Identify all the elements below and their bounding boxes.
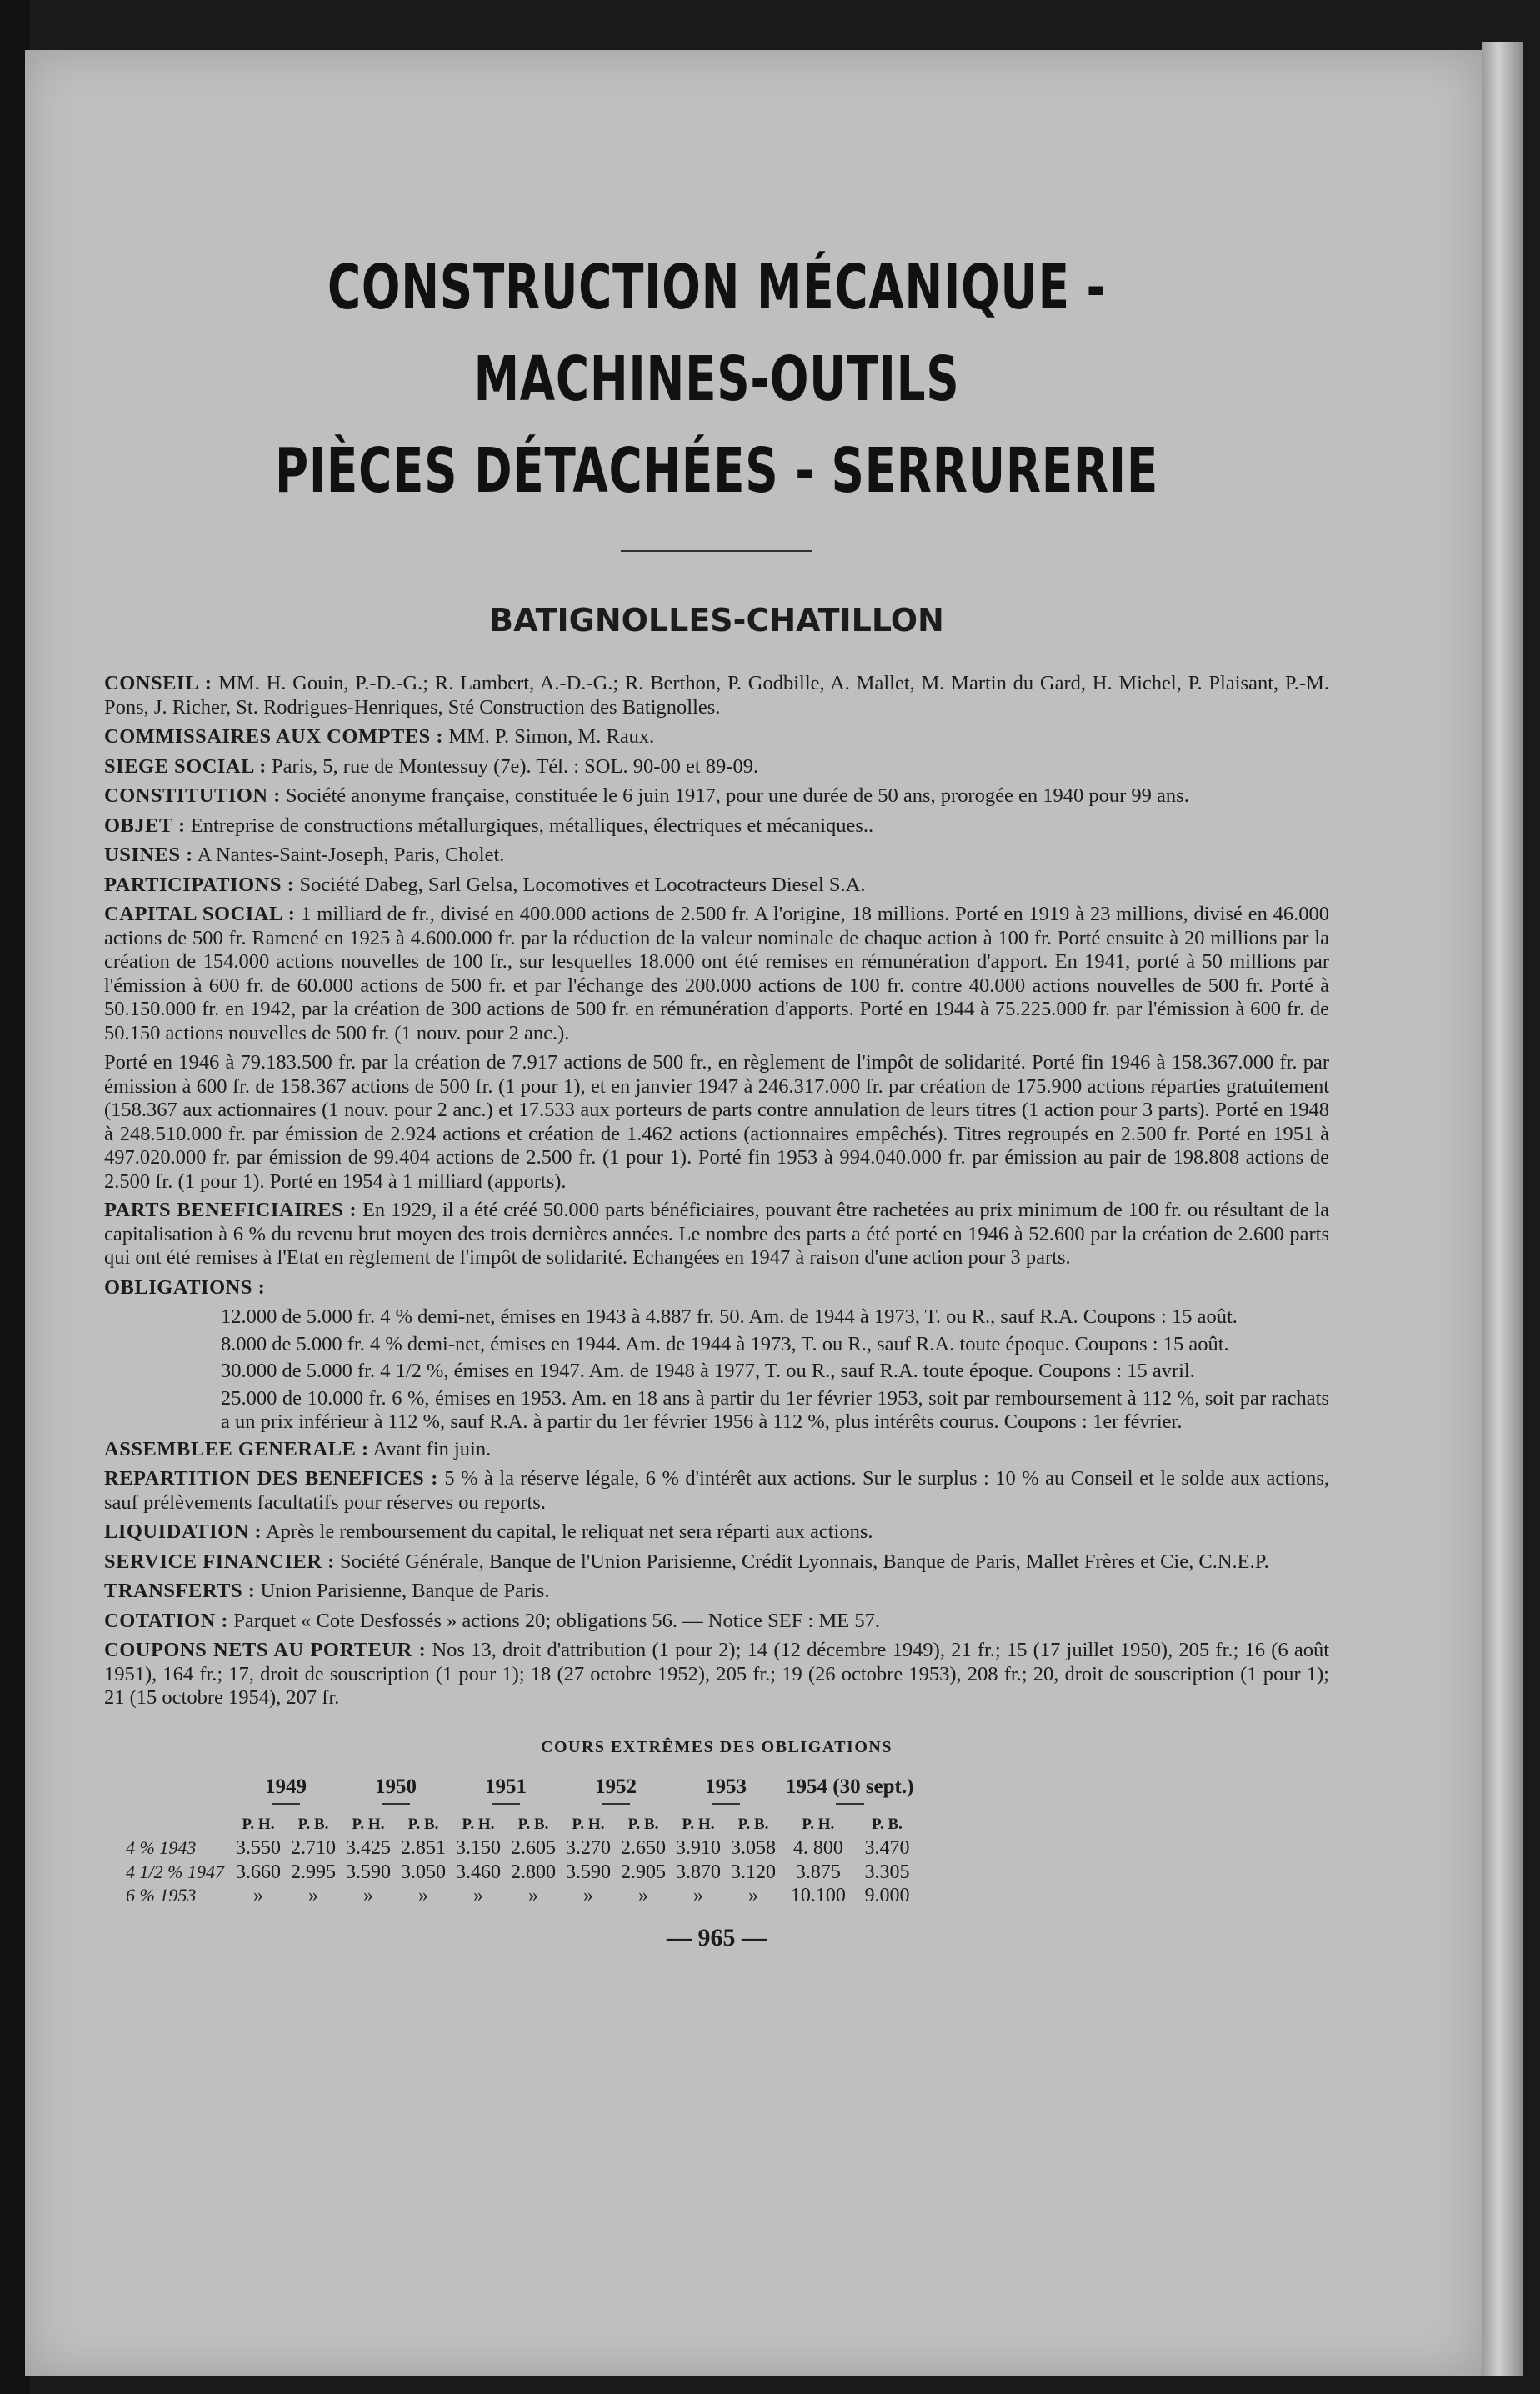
price-cell: 4. 800 bbox=[792, 1837, 843, 1859]
entry-capital: CAPITAL SOCIAL : 1 milliard de fr., divisé en 400.000 actions de 2.500 fr. A l'origine, 18 millions. Porté en 1919 à 23 millions, divisé en 46.000 actions de 500 fr. Ramené en 1925 à 4.600.000 fr. par la réduction de la valeur nominale de chaque action à 100 fr. Porté ensuite à 20 millions par la création de 154.000 actions nouvelles de 100 fr., sur lesquelles 18.000 ont été remises en rémunération d'apport. En 1941, porté à 50 millions par l'émission à 600 fr. de 60.000 actions de 500 fr. et par l'échange des 200.000 actions de 100 fr. contre 40.000 actions nouvelles de 500 fr. Porté à 50.150.000 fr. en 1942, par la création de 300 actions de 500 fr. en rémunération d'apports. Porté en 1944 à 75.225.000 fr. par l'émission à 600 fr. de 50.150 actions nouvelles de 500 fr. (1 nouv. pour 2 anc.). bbox=[104, 903, 1329, 1044]
price-cell: » bbox=[253, 1885, 263, 1906]
entry-service-financier: SERVICE FINANCIER : Société Générale, Banque de l'Union Parisienne, Crédit Lyonnais, Banque de Paris, Mallet Frères et Cie, C.N.E.P. bbox=[104, 1550, 1269, 1573]
obligation-item: 25.000 de 10.000 fr. 6 %, émises en 1953. Am. en 18 ans à partir du 1er février 1953, soit par remboursement à 112 %, soit par rachats a un prix inférieur à 112 %, sauf R.A. à partir du 1er février 1956 à 112 %, plus intérêts courus. Coupons : 1er février. bbox=[221, 1386, 1329, 1433]
year-header: 1949 bbox=[231, 1770, 341, 1805]
price-cell: 3.875 bbox=[795, 1861, 841, 1883]
year-header: 1950 bbox=[341, 1770, 451, 1805]
entry-repartition: REPARTITION DES BENEFICES : 5 % à la réserve légale, 6 % d'intérêt aux actions. Sur le surplus : 10 % au Conseil et le solde aux actions, sauf prélèvements facultatifs pour réserves ou reports. bbox=[104, 1467, 1329, 1514]
col-pb: P. B. bbox=[408, 1815, 439, 1833]
price-cell: 3.050 bbox=[401, 1861, 446, 1883]
col-pb: P. B. bbox=[628, 1815, 659, 1833]
section-title-line2: PIÈCES DÉTACHÉES - SERRURERIE bbox=[274, 435, 1159, 507]
entry-coupons: COUPONS NETS AU PORTEUR : Nos 13, droit d'attribution (1 pour 2); 14 (12 décembre 1949), 21 fr.; 15 (17 juillet 1950), 205 fr.; 16 (6 août 1951), 164 fr.; 17, droit de souscription (1 pour 1); 18 (27 octobre 1952), 205 fr.; 19 (26 octobre 1953), 208 fr.; 20, droit de souscription (1 pour 1); 21 (15 octobre 1954), 207 fr. bbox=[104, 1639, 1330, 1709]
price-cell: 2.650 bbox=[621, 1837, 666, 1859]
price-cell: » bbox=[748, 1885, 758, 1906]
year-header: 1954 (30 sept.) bbox=[781, 1770, 918, 1805]
cours-table bbox=[121, 1770, 918, 1908]
year-header: 1951 bbox=[451, 1770, 561, 1805]
price-cell: 3.590 bbox=[346, 1861, 391, 1883]
price-cell: 3.150 bbox=[456, 1837, 501, 1859]
capital-paragraph-2: Porté en 1946 à 79.183.500 fr. par la création de 7.917 actions de 500 fr., en règlement de l'impôt de solidarité. Porté fin 1946 à 158.367.000 fr. par émission à 600 fr. de 158.367 actions de 500 fr. (1 pour 1), et en janvier 1947 à 246.317.000 fr. par création de 175.900 actions réparties gratuitement (158.367 aux actionnaires (1 nouv. pour 2 anc.) et 17.533 aux porteurs de parts contre annulation de leurs titres (1 action pour 3 parts). Porté en 1948 à 248.510.000 fr. par émission de 2.924 actions et création de 1.462 actions (actionnaires empêchés). Titres regroupés en 2.500 fr. Porté en 1951 à 497.020.000 fr. par émission de 99.404 actions de 2.500 fr. (1 pour 1). Porté fin 1953 à 994.040.000 fr. par émission au pair de 198.808 actions de 2.500 fr. (1 pour 1). Porté en 1954 à 1 milliard (apports). bbox=[104, 1051, 1329, 1193]
price-cell: » bbox=[638, 1885, 648, 1906]
table-row bbox=[121, 1836, 918, 1861]
price-cell: 2.605 bbox=[511, 1837, 556, 1859]
col-ph: P. H. bbox=[682, 1815, 715, 1833]
price-cell: 3.305 bbox=[864, 1861, 910, 1883]
entry-constitution: CONSTITUTION : Société anonyme française, constituée le 6 juin 1917, pour une durée de 50 ans, prorogée en 1940 pour 99 ans. bbox=[104, 784, 1189, 807]
obligation-item: 30.000 de 5.000 fr. 4 1/2 %, émises en 1947. Am. de 1948 à 1977, T. ou R., sauf R.A. toute époque. Coupons : 15 avril. bbox=[221, 1360, 1195, 1382]
cours-table-body bbox=[121, 1836, 918, 1908]
cours-year-row bbox=[121, 1770, 918, 1805]
price-cell: » bbox=[693, 1885, 703, 1906]
entry-parts: PARTS BENEFICIAIRES : En 1929, il a été créé 50.000 parts bénéficiaires, pouvant être rachetées au prix minimum de 100 fr. ou résultant de la capitalisation à 6 % du revenu brut moyen des trois dernières années. Le nombre des parts a été porté en 1946 à 52.600 par la création de 2.600 parts qui ont été remises à l'Etat en règlement de l'impôt de solidarité. Echangées en 1947 à raison d'une action pour 3 parts. bbox=[104, 1199, 1329, 1269]
price-cell: 9.000 bbox=[864, 1885, 910, 1906]
price-cell: » bbox=[363, 1885, 373, 1906]
row-label: 4 % 1943 bbox=[126, 1837, 197, 1858]
document-page bbox=[25, 50, 1482, 2376]
row-label: 6 % 1953 bbox=[126, 1885, 197, 1906]
entry-conseil: CONSEIL : MM. H. Gouin, P.-D.-G.; R. Lambert, A.-D.-G.; R. Berthon, P. Godbille, A. Mallet, M. Martin du Gard, H. Michel, P. Plaisant, P.-M. Pons, J. Richer, St. Rodrigues-Henriques, Sté Construction des Batignolles. bbox=[104, 672, 1330, 719]
col-ph: P. H. bbox=[572, 1815, 605, 1833]
year-header: 1953 bbox=[671, 1770, 781, 1805]
page-content bbox=[104, 242, 1329, 1950]
price-cell: » bbox=[583, 1885, 593, 1906]
price-cell: 3.058 bbox=[731, 1837, 776, 1859]
col-pb: P. B. bbox=[738, 1815, 769, 1833]
entry-cotation: COTATION : Parquet « Cote Desfossés » actions 20; obligations 56. — Notice SEF : ME 57. bbox=[104, 1609, 880, 1632]
price-cell: 3.660 bbox=[236, 1861, 281, 1883]
price-cell: 3.470 bbox=[864, 1837, 910, 1859]
price-cell: 2.851 bbox=[401, 1837, 446, 1859]
entry-assemblee: ASSEMBLEE GENERALE : Avant fin juin. bbox=[104, 1437, 492, 1460]
price-cell: 3.425 bbox=[346, 1837, 391, 1859]
entry-participations: PARTICIPATIONS : Société Dabeg, Sarl Gelsa, Locomotives et Locotracteurs Diesel S.A. bbox=[104, 873, 866, 896]
price-cell: » bbox=[473, 1885, 483, 1906]
scan-right-edge bbox=[1482, 42, 1523, 2376]
entry-obligations: OBLIGATIONS : bbox=[104, 1275, 266, 1299]
price-cell: 3.120 bbox=[731, 1861, 776, 1883]
price-cell: 3.910 bbox=[676, 1837, 721, 1859]
price-cell: » bbox=[308, 1885, 318, 1906]
table-row bbox=[121, 1884, 918, 1908]
table-row bbox=[121, 1861, 918, 1885]
entry-usines: USINES : A Nantes-Saint-Joseph, Paris, Cholet. bbox=[104, 844, 505, 866]
col-pb: P. B. bbox=[872, 1815, 902, 1833]
entry-transferts: TRANSFERTS : Union Parisienne, Banque de Paris. bbox=[104, 1580, 550, 1602]
page-number: — 965 — bbox=[667, 1923, 767, 1951]
col-ph: P. H. bbox=[802, 1815, 835, 1833]
price-cell: 3.590 bbox=[566, 1861, 611, 1883]
section-title-line1: CONSTRUCTION MÉCANIQUE - MACHINES-OUTILS bbox=[327, 252, 1106, 415]
company-name: BATIGNOLLES-CHATILLON bbox=[489, 602, 944, 639]
cours-sub-row bbox=[121, 1805, 918, 1837]
title-rule bbox=[621, 550, 812, 552]
price-cell: 3.550 bbox=[236, 1837, 281, 1859]
price-cell: » bbox=[418, 1885, 428, 1906]
price-cell: 2.710 bbox=[291, 1837, 336, 1859]
entry-siege: SIEGE SOCIAL : Paris, 5, rue de Montessuy (7e). Tél. : SOL. 90-00 et 89-09. bbox=[104, 754, 759, 778]
price-cell: 3.460 bbox=[456, 1861, 501, 1883]
price-cell: 2.995 bbox=[291, 1861, 336, 1883]
company-notice bbox=[104, 672, 1329, 1950]
col-ph: P. H. bbox=[352, 1815, 385, 1833]
price-cell: 3.270 bbox=[566, 1837, 611, 1859]
price-cell: 2.905 bbox=[621, 1861, 666, 1883]
price-cell: 10.100 bbox=[790, 1885, 846, 1906]
entry-objet: OBJET : Entreprise de constructions métallurgiques, métalliques, électriques et mécaniques.. bbox=[104, 814, 874, 837]
cours-table-title: COURS EXTRÊMES DES OBLIGATIONS bbox=[541, 1737, 892, 1756]
obligation-item: 8.000 de 5.000 fr. 4 % demi-net, émises en 1944. Am. de 1944 à 1973, T. ou R., sauf R.A. toute époque. Coupons : 15 août. bbox=[221, 1332, 1229, 1355]
col-pb: P. B. bbox=[518, 1815, 549, 1833]
price-cell: » bbox=[528, 1885, 538, 1906]
year-header: 1952 bbox=[561, 1770, 671, 1805]
col-pb: P. B. bbox=[298, 1815, 329, 1833]
price-cell: 3.870 bbox=[676, 1861, 721, 1883]
entry-liquidation: LIQUIDATION : Après le remboursement du capital, le reliquat net sera réparti aux actions. bbox=[104, 1520, 873, 1543]
price-cell: 2.800 bbox=[511, 1861, 556, 1883]
col-ph: P. H. bbox=[242, 1815, 275, 1833]
entry-commissaires: COMMISSAIRES AUX COMPTES : MM. P. Simon, M. Raux. bbox=[104, 725, 655, 748]
col-ph: P. H. bbox=[462, 1815, 495, 1833]
row-label: 4 1/2 % 1947 bbox=[126, 1861, 224, 1882]
obligation-item: 12.000 de 5.000 fr. 4 % demi-net, émises en 1943 à 4.887 fr. 50. Am. de 1944 à 1973, T. ou R., sauf R.A. Coupons : 15 août. bbox=[221, 1305, 1238, 1328]
